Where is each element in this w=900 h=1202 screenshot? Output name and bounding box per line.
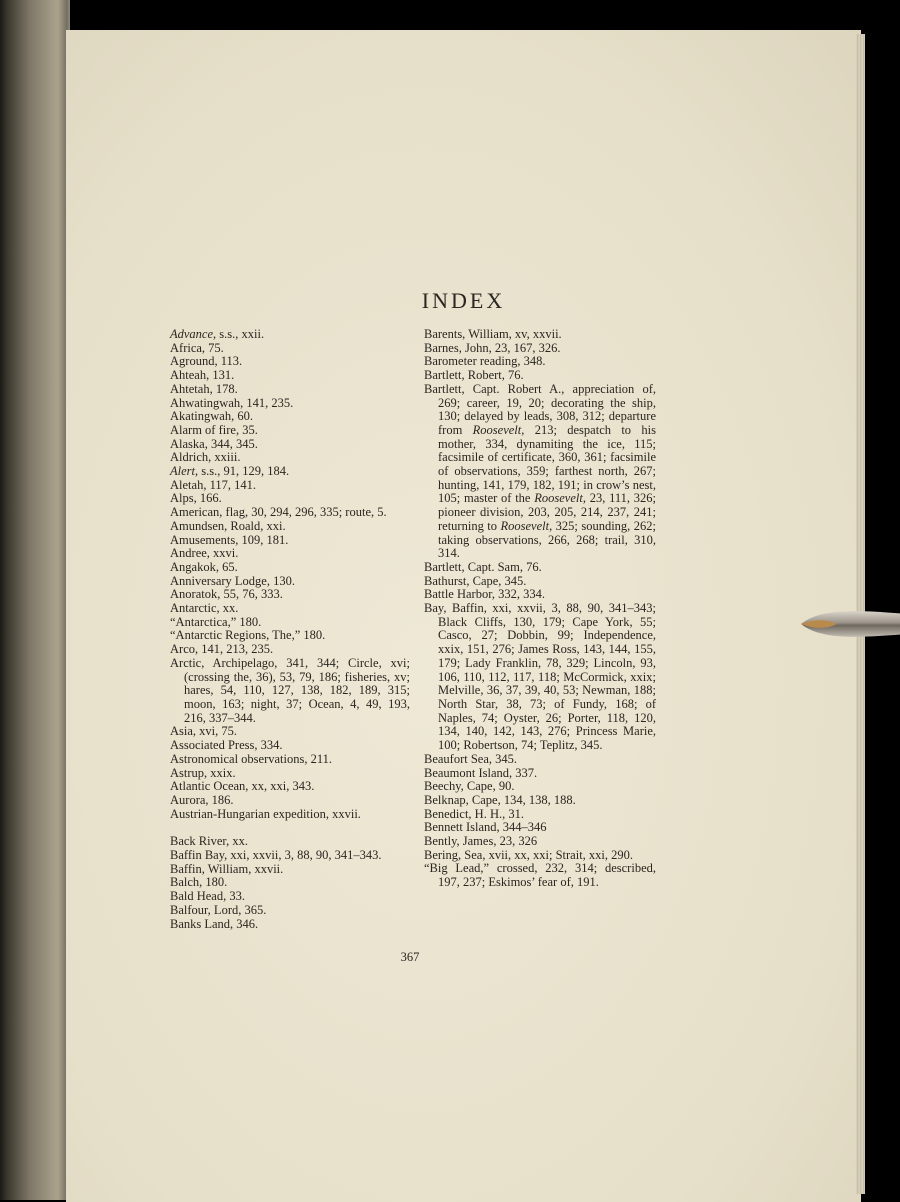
- index-entry: [170, 369, 410, 383]
- index-entry: [170, 492, 410, 506]
- index-column-left: [170, 328, 410, 931]
- index-entry-text: Bently, James, 23, 326: [424, 834, 538, 849]
- index-entry-text: Alps, 166.: [170, 491, 222, 506]
- index-entry: [424, 602, 656, 753]
- index-entry: [170, 465, 410, 479]
- index-entry: [424, 835, 656, 849]
- index-entry-text: Beaufort Sea, 345.: [424, 751, 518, 766]
- index-entry: [170, 849, 410, 863]
- index-entry-text: Battle Harbor, 332, 334.: [424, 587, 546, 602]
- index-entry-text: Bartlett, Robert, 76.: [424, 368, 524, 383]
- index-entry-text: Baffin Bay, xxi, xxvii, 3, 88, 90, 341–343.: [170, 848, 382, 863]
- index-entry-text: , 213; despatch to his mother, 334, dynamiting the ice, 115; facsimile of certificate, 360, 361; facsimile of observations, 359; farthest north, 267; hunting, 141, 179, 182, 191; in crow’s nest, 105; master of the: [438, 422, 656, 506]
- index-entry: [170, 561, 410, 575]
- index-entry-text: Atlantic Ocean, xx, xxi, 343.: [170, 779, 315, 794]
- index-entry-text: Associated Press, 334.: [170, 738, 283, 753]
- index-entry-text: Beaumont Island, 337.: [424, 765, 538, 780]
- index-entry-italic: Roosevelt: [500, 518, 550, 533]
- index-entry-text: Aldrich, xxiii.: [170, 450, 241, 465]
- index-entry-text: Bennett Island, 344–346: [424, 820, 547, 835]
- index-entry-text: Beechy, Cape, 90.: [424, 779, 515, 794]
- index-entry-text: Arctic, Archipelago, 341, 344; Circle, xvi; (crossing the, 36), 53, 79, 186; fisheries, xv; hares, 54, 110, 127, 138, 182, 189, 315; moon, 163; night, 37; Ocean, 4, 49, 193, 216, 337–344.: [170, 655, 410, 725]
- index-entry-italic: Roosevelt: [534, 491, 583, 506]
- index-entry: [424, 328, 656, 342]
- index-entry: [170, 890, 410, 904]
- index-entry-text: Aground, 113.: [170, 354, 243, 369]
- index-entry-text: Bathurst, Cape, 345.: [424, 573, 527, 588]
- index-entry-text: “Antarctic Regions, The,” 180.: [170, 628, 326, 643]
- index-entry-text: Antarctic, xx.: [170, 601, 239, 616]
- index-entry: [170, 438, 410, 452]
- index-entry: [424, 794, 656, 808]
- index-entry-text: , 23, 111, 326; pioneer division, 203, 205, 214, 237, 241; returning to: [438, 491, 656, 533]
- index-entry: [170, 643, 410, 657]
- index-entry-text: Banks Land, 346.: [170, 916, 259, 931]
- index-entry-text: Barometer reading, 348.: [424, 354, 546, 369]
- index-entry-text: Balch, 180.: [170, 875, 228, 890]
- index-entry-text: Ahteah, 131.: [170, 368, 235, 383]
- index-entry-text: Alarm of fire, 35.: [170, 422, 258, 437]
- index-entry-text: Barnes, John, 23, 167, 326.: [424, 340, 561, 355]
- index-entry: [424, 575, 656, 589]
- index-entry: [424, 808, 656, 822]
- index-entry: [170, 753, 410, 767]
- index-entry: [170, 547, 410, 561]
- index-entry-italic: Roosevelt: [472, 422, 522, 437]
- index-entry: [170, 794, 410, 808]
- index-entry: [424, 862, 656, 889]
- index-entry-text: Anoratok, 55, 76, 333.: [170, 587, 283, 602]
- index-entry: [424, 383, 656, 561]
- index-entry-text: , s.s., 91, 129, 184.: [195, 464, 290, 479]
- index-entry: [170, 725, 410, 739]
- index-entry-text: Bering, Sea, xvii, xx, xxi; Strait, xxi, 290.: [424, 847, 634, 862]
- index-entry: [170, 383, 410, 397]
- index-entry-text: Amusements, 109, 181.: [170, 532, 289, 547]
- index-entry: [170, 520, 410, 534]
- index-entry: [170, 629, 410, 643]
- index-entry-text: , s.s., xxii.: [213, 327, 265, 341]
- index-entry: [170, 918, 410, 932]
- bookmark-pointer-icon: [797, 600, 900, 648]
- index-entry: [170, 767, 410, 781]
- index-column-right: [424, 328, 656, 890]
- index-entry-text: Aletah, 117, 141.: [170, 477, 256, 492]
- index-entry-italic: Advance: [170, 327, 214, 341]
- index-entry-text: Bald Head, 33.: [170, 889, 245, 904]
- index-entry: [170, 739, 410, 753]
- index-entry: [170, 835, 410, 849]
- index-entry: [170, 506, 410, 520]
- index-entry: [170, 863, 410, 877]
- index-entry: [424, 561, 656, 575]
- index-entry: [424, 780, 656, 794]
- index-entry: [170, 451, 410, 465]
- index-entry: [424, 355, 656, 369]
- index-entry-text: Bartlett, Capt. Robert A., appreciation of, 269; career, 19, 20; decorating the ship, 130; delayed by leads, 308, 312; departure from: [424, 381, 656, 437]
- index-entry: [170, 808, 410, 822]
- index-entry-text: Back River, xx.: [170, 834, 248, 849]
- index-entry-text: “Big Lead,” crossed, 232, 314; described, 197, 237; Eskimos’ fear of, 191.: [424, 861, 656, 890]
- index-entry: [170, 534, 410, 548]
- index-entry-text: Astronomical observations, 211.: [170, 751, 333, 766]
- index-entry-italic: Alert: [170, 464, 195, 479]
- index-entry: [170, 355, 410, 369]
- index-entry-text: Benedict, H. H., 31.: [424, 806, 524, 821]
- index-entry-text: Barents, William, xv, xxvii.: [424, 327, 562, 341]
- page-title: INDEX: [421, 288, 506, 313]
- index-entry: [424, 821, 656, 835]
- index-entry-text: Belknap, Cape, 134, 138, 188.: [424, 792, 576, 807]
- index-entry-text: Balfour, Lord, 365.: [170, 902, 267, 917]
- index-entry: [170, 328, 410, 342]
- index-entry-text: Aurora, 186.: [170, 792, 234, 807]
- index-entry: [424, 767, 656, 781]
- index-entry-text: Baffin, William, xxvii.: [170, 861, 284, 876]
- index-entry: [170, 342, 410, 356]
- index-entry: [170, 588, 410, 602]
- index-entry-text: Arco, 141, 213, 235.: [170, 642, 274, 657]
- index-entry: [170, 479, 410, 493]
- index-entry-text: Bartlett, Capt. Sam, 76.: [424, 559, 542, 574]
- index-entry: [170, 904, 410, 918]
- index-entry-text: Angakok, 65.: [170, 559, 238, 574]
- index-entry-text: Austrian-Hungarian expedition, xxvii.: [170, 806, 361, 821]
- index-entry-text: Ahtetah, 178.: [170, 381, 238, 396]
- index-entry: [170, 424, 410, 438]
- page-number: 367: [400, 950, 420, 964]
- index-entry: [170, 602, 410, 616]
- index-entry: [170, 397, 410, 411]
- index-entry-text: “Antarctica,” 180.: [170, 614, 262, 629]
- index-entry: [424, 342, 656, 356]
- index-entry: [424, 849, 656, 863]
- index-entry: [170, 657, 410, 726]
- index-entry-text: Amundsen, Roald, xxi.: [170, 518, 286, 533]
- index-entry: [424, 369, 656, 383]
- index-entry: [170, 876, 410, 890]
- index-entry: [170, 410, 410, 424]
- index-entry-text: Asia, xvi, 75.: [170, 724, 238, 739]
- index-entry: [170, 616, 410, 630]
- index-entry: [170, 575, 410, 589]
- index-entry: [424, 753, 656, 767]
- index-entry-text: Bay, Baffin, xxi, xxvii, 3, 88, 90, 341–343; Black Cliffs, 130, 179; Cape York, 55; Casco, 27; Dobbin, 99; Independence, xxix, 151, 276; James Ross, 143, 144, 155, 179; Lady Franklin, 78, 329; Lincoln, 93, 106, 110, 112, 117, 118; McCormick, xxix; Melville, 36, 37, 39, 40, 53; Newman, 188; North Star, 38, 73; of Fundy, 168; of Naples, 74; Oyster, 26; Porter, 118, 120, 134, 140, 142, 143, 276; Princess Marie, 100; Robertson, 74; Teplitz, 345.: [424, 601, 656, 753]
- index-entry-text: Ahwatingwah, 141, 235.: [170, 395, 294, 410]
- index-entry-text: American, flag, 30, 294, 296, 335; route, 5.: [170, 505, 387, 520]
- index-entry-text: Akatingwah, 60.: [170, 409, 253, 424]
- index-entry-text: Africa, 75.: [170, 340, 224, 355]
- index-entry-text: , 325; sounding, 262; taking observations, 266, 268; trail, 310, 314.: [438, 518, 656, 561]
- index-entry-text: Andree, xxvi.: [170, 546, 239, 561]
- index-entry-text: Alaska, 344, 345.: [170, 436, 258, 451]
- index-entry: [170, 780, 410, 794]
- index-entry-text: Anniversary Lodge, 130.: [170, 573, 295, 588]
- index-entry: [424, 588, 656, 602]
- index-entry-text: Astrup, xxix.: [170, 765, 236, 780]
